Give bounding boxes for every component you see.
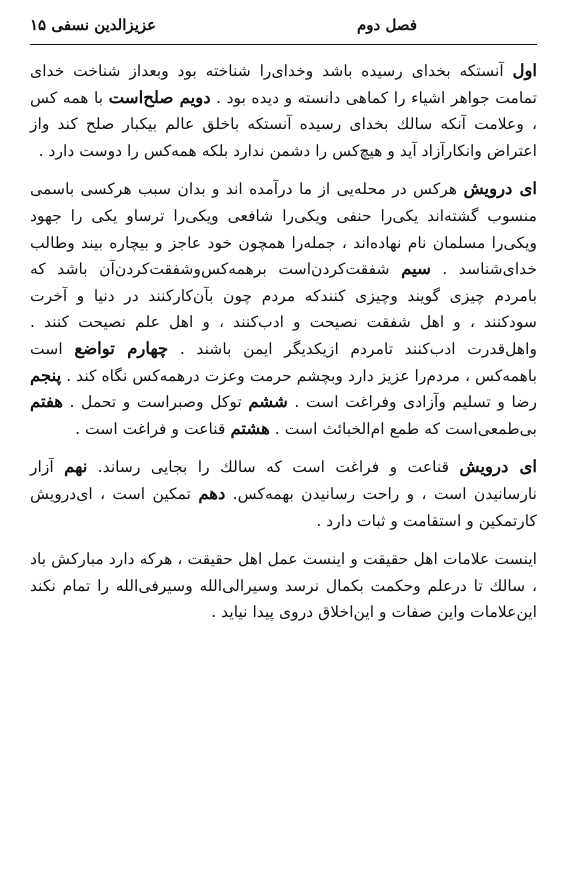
paragraph-text: با همه کس ، وعلامت آنکه سالك بخدای رسیده آنستکه باخلق عالم بیکبار صلح کند واز اعتراض وانکارآزاد آید و هیچ‌کس را دشمن ندارد بلکه همه‌کس را دوست دارد .	[30, 88, 537, 160]
bold-keyword: هفتم	[30, 392, 64, 412]
page-header-chapter: فصل دوم	[357, 16, 417, 34]
paragraph-text: هرکس در محله‌یی از ما درآمده اند و بدان سبب هرکسی باسمی منسوب گشته‌اند یکی‌را حنفی ویکی‌را شافعی ویکی‌را ترساو یکی را جهود ویکی‌را مسلمان نام نهاده‌اند ، جمله‌را همچون خود عاجز و بیچاره بیند وطالب خدای‌شناسد .	[30, 180, 537, 279]
paragraph	[30, 454, 537, 534]
paragraph-text: شفقت‌کردن‌است برهمه‌کس‌وشفقت‌کردن‌آن باشد که بامردم چیزی گویند وچیزی کنندکه مردم چون بآن‌کارکنند در دنیا و آخرت سودکنند ، و اهل شفقت نصیحت و ادب‌کنند ، و اهل علم نصیحت کنند . واهل‌قدرت ادب‌کنند تامردم ازیکدیگر ایمن باشند .	[30, 260, 537, 358]
bold-keyword: چهارم تواضع	[74, 338, 169, 358]
header-rule	[30, 44, 537, 45]
bold-keyword: ای درویش	[463, 179, 537, 199]
paragraph	[30, 176, 537, 442]
bold-keyword: پنجم	[30, 365, 62, 385]
page-body	[30, 58, 537, 638]
bold-keyword: اول	[512, 61, 537, 80]
paragraph-text: بی‌طمعی‌است که طمع ام‌الخبائث است .	[269, 419, 537, 438]
paragraph-text: آنستکه بخدای رسیده باشد وخدای‌را شناخته بود وبعداز شناخت خدای تمامت جواهر اشیاء را کماهی دانسته و دیده بود .	[30, 62, 537, 107]
paragraph	[30, 58, 537, 164]
bold-keyword: دهم	[198, 483, 226, 503]
paragraph	[30, 546, 537, 626]
bold-keyword: ششم	[248, 392, 288, 412]
bold-keyword: ای درویش	[459, 457, 538, 477]
running-header	[30, 12, 537, 38]
paragraph-text: اینست علامات اهل حقیقت و اینست عمل اهل حقیقت ، هرکه دارد مبارکش باد ، سالك تا درعلم وحکمت بکمال نرسد وسیرالی‌الله وسیرفی‌الله را تمام نکند این‌علامات واین صفات و این‌اخلاق دروی پیدا نیاید .	[30, 550, 537, 622]
paragraph-text: قناعت و فراغت است .	[75, 419, 231, 438]
paragraph-text: تمکین است ، ای‌درویش کارتمکین و استقامت و ثبات دارد .	[30, 484, 537, 530]
bold-keyword: دویم صلح‌است	[108, 87, 211, 107]
paragraph-text: توکل وصبراست و تحمل .	[63, 393, 249, 412]
bold-keyword: هشتم	[230, 418, 270, 438]
paragraph-text: آزار نارسانیدن است ، و راحت رسانیدن بهمه‌کس.	[30, 458, 537, 503]
bold-keyword: سیم	[401, 259, 431, 279]
paragraph-text: است باهمه‌کس ، مردم‌را عزیز دارد وبچشم حرمت وعزت درهمه‌کس نگاه کند .	[30, 339, 537, 385]
paragraph-text: قناعت و فراغت است که سالك را بجایی رساند.	[87, 458, 460, 477]
paragraph-text: رضا و تسلیم وآزادی وفراغت است .	[287, 393, 537, 412]
bold-keyword: نهم	[64, 457, 88, 477]
page-header-book-title: عزیزالدین نسفی ۱۵	[30, 16, 157, 34]
